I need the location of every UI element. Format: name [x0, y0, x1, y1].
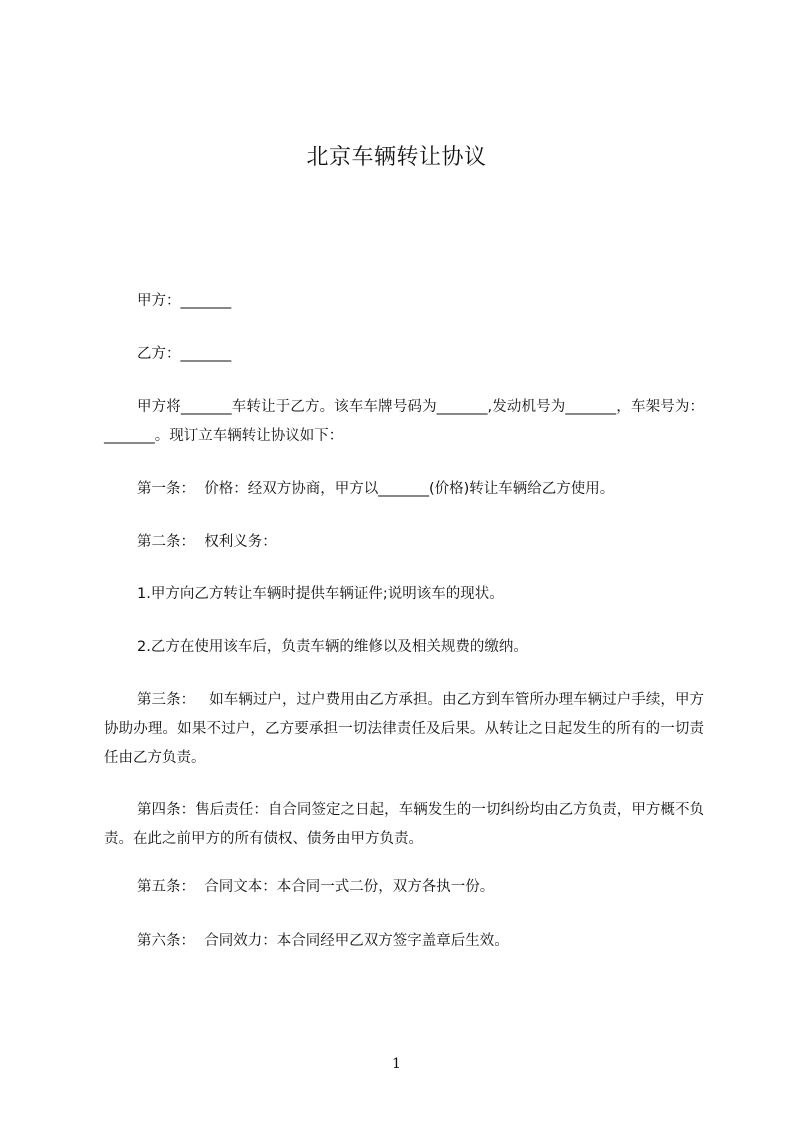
- article-6: 第六条： 合同效力：本合同经甲乙双方签字盖章后生效。: [137, 933, 509, 949]
- article-2-item-2: 2.乙方在使用该车后，负责车辆的维修以及相关规费的缴纳。: [137, 639, 528, 655]
- article-2-heading: 第二条： 权利义务：: [137, 534, 277, 550]
- article-1: 第一条： 价格：经双方协商，甲方以_______(价格)转让车辆给乙方使用。: [137, 481, 615, 497]
- party-b-line: 乙方：_______: [137, 346, 232, 362]
- article-2-item-1: 1.甲方向乙方转让车辆时提供车辆证件;说明该车的现状。: [137, 586, 504, 602]
- document-title: 北京车辆转让协议: [306, 145, 487, 170]
- article-5: 第五条： 合同文本：本合同一式二份，双方各执一份。: [137, 879, 495, 895]
- article-3: 第三条： 如车辆过户，过户费用由乙方承担。由乙方到车管所办理车辆过户手续，甲方协助办理。如果不过户，乙方要承担一切法律责任及后果。从转让之日起发生的所有的一切责任由乙方负责。: [104, 692, 704, 766]
- page-number: 1: [392, 1056, 401, 1072]
- party-a-line: 甲方：_______: [137, 293, 232, 309]
- article-4: 第四条：售后责任：自合同签定之日起，车辆发生的一切纠纷均由乙方负责，甲方概不负责。在此之前甲方的所有债权、债务由甲方负责。: [104, 802, 704, 847]
- intro-paragraph: 甲方将_______车转让于乙方。该车车牌号码为_______,发动机号为_______，车架号为：_______。现订立车辆转让协议如下：: [104, 399, 704, 444]
